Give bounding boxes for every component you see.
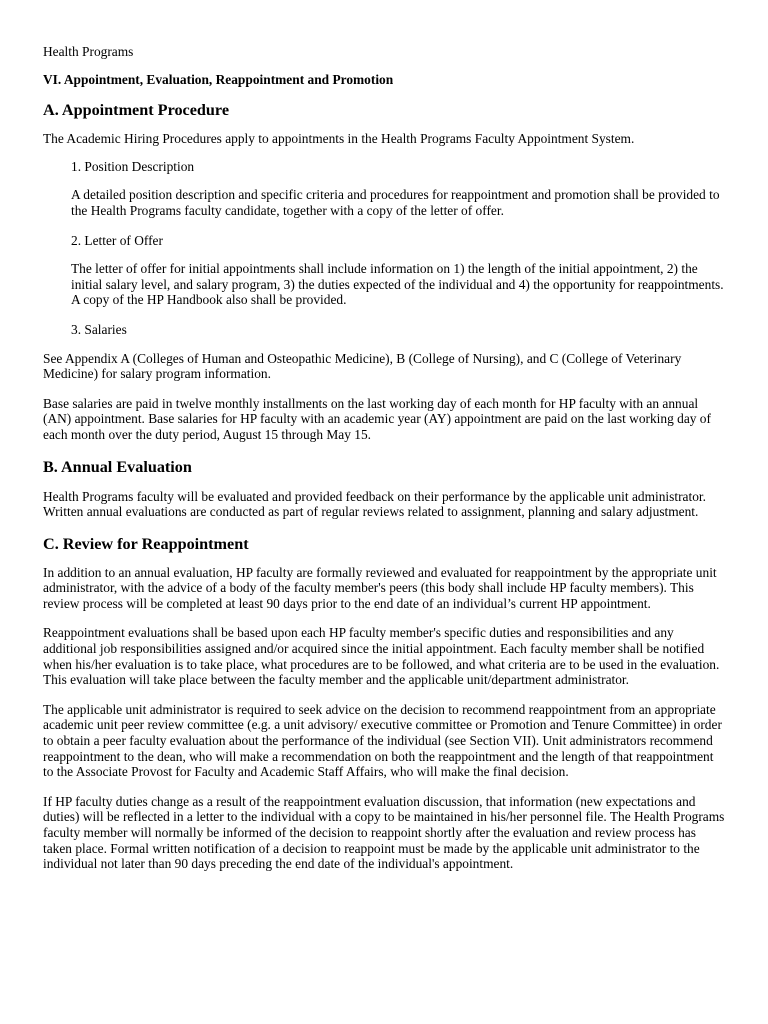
salaries-paragraph-2: Base salaries are paid in twelve monthly installments on the last working day of each month for HP faculty with an annual (AN) appointment. Base salaries for HP faculty with an academic year (AY) appointment are paid on the last working day of each month over the duty period, August 15 through May 15. <box>43 395 711 442</box>
appointment-intro: The Academic Hiring Procedures apply to appointments in the Health Programs Faculty Appointment System. <box>43 131 635 147</box>
item-body-letter-of-offer: The letter of offer for initial appointments shall include information on 1) the length of the initial appointment, 2) the initial salary level, and salary program, 3) the duties expected of the individual and 4) the opportunity for reappointments. A copy of the HP Handbook also shall be provided. <box>71 261 724 308</box>
heading-appointment-procedure: A. Appointment Procedure <box>43 101 230 120</box>
salaries-paragraph-1: See Appendix A (Colleges of Human and Osteopathic Medicine), B (College of Nursing), and C (College of Veterinary Medicine) for salary program information. <box>43 350 682 382</box>
annual-evaluation-paragraph: Health Programs faculty will be evaluated and provided feedback on their performance by the applicable unit administrator. Written annual evaluations are conducted as part of regular reviews related to assignment, planning and salary adjustment. <box>43 488 706 520</box>
item-title-position-description: 1. Position Description <box>71 158 195 174</box>
heading-annual-evaluation: B. Annual Evaluation <box>43 457 192 476</box>
reappointment-paragraph-4: If HP faculty duties change as a result of the reappointment evaluation discussion, that information (new expectations and duties) will be reflected in a letter to the individual with a copy to be maintained in his/her personnel file. The Health Programs faculty member will normally be informed of the decision to reappoint shortly after the evaluation and review process has taken place. Formal written notification of a decision to reappoint must be made by the applicable unit administrator to the individual not later than 90 days preceding the end date of the individual's appointment. <box>43 793 725 872</box>
document-header: Health Programs <box>43 44 134 59</box>
reappointment-paragraph-1: In addition to an annual evaluation, HP faculty are formally reviewed and evaluated for reappointment by the appropriate unit administrator, with the advice of a body of the faculty member's peers (this body shall include HP faculty members). This review process will be completed at least 90 days prior to the end date of an individual’s current HP appointment. <box>43 564 717 611</box>
heading-review-for-reappointment: C. Review for Reappointment <box>43 534 249 553</box>
item-title-salaries: 3. Salaries <box>71 321 127 337</box>
section-title: VI. Appointment, Evaluation, Reappointment and Promotion <box>43 71 394 87</box>
reappointment-paragraph-3: The applicable unit administrator is required to seek advice on the decision to recommend reappointment from an appropriate academic unit peer review committee (e.g. a unit advisory/ executive committee or Promotion and Tenure Committee) in order to obtain a peer faculty evaluation about the performance of the individual (see Section VII). Unit administrators recommend reappointment to the dean, who will make a recommendation on both the reappointment and the length of that reappointment to the Associate Provost for Faculty and Academic Staff Affairs, who will make the final decision. <box>43 701 722 780</box>
item-body-position-description: A detailed position description and specific criteria and procedures for reappointment and promotion shall be provided to the Health Programs faculty candidate, together with a copy of the letter of offer. <box>71 187 720 218</box>
item-title-letter-of-offer: 2. Letter of Offer <box>71 232 163 248</box>
reappointment-paragraph-2: Reappointment evaluations shall be based upon each HP faculty member's specific duties and responsibilities and any additional job responsibilities assigned and/or acquired since the initial appointment. Each faculty member shall be notified when his/her evaluation is to take place, what procedures are to be followed, and what criteria are to be used in the evaluation. This evaluation will take place between the faculty member and the applicable unit/department administrator. <box>43 625 720 688</box>
document-page <box>43 44 727 872</box>
